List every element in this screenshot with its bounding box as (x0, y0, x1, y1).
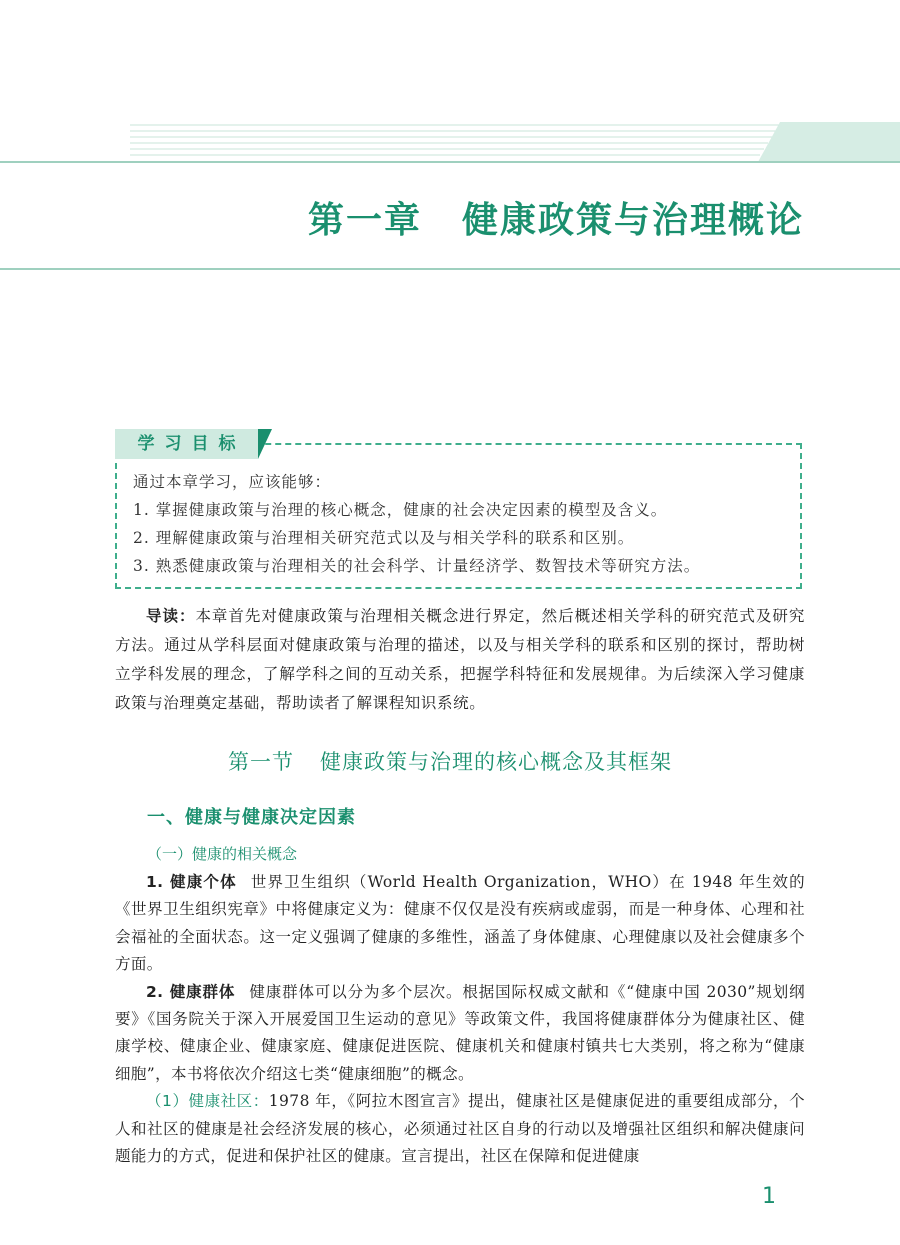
section-number: 第一节 (228, 750, 294, 774)
section-name: 健康政策与治理的核心概念及其框架 (320, 750, 672, 774)
chapter-name: 健康政策与治理概论 (461, 200, 804, 241)
paragraph (115, 979, 805, 1089)
objective-item: 3. 熟悉健康政策与治理相关的社会科学、计量经济学、数智技术等研究方法。 (133, 557, 701, 575)
subsection-title: 一、健康与健康决定因素 (147, 807, 356, 828)
objectives-intro: 通过本章学习，应该能够： (133, 473, 332, 491)
chapter-title (308, 192, 804, 243)
body-text (115, 869, 805, 1170)
learning-objectives-tab: 学习目标 (115, 429, 258, 459)
tab-corner-decoration (258, 429, 272, 459)
term-healthy-community: （1）健康社区： (146, 1092, 269, 1111)
paragraph-text: 世界卫生组织（World Health Organization，WHO）在 1948 年生效的《世界卫生组织宪章》中将健康定义为：健康不仅仅是没有疾病或虚弱，而是一种身体、心理和社会福祉的全面状态。这一定义强调了健康的多维性，涵盖了身体健康、心理健康以及社会健康多个方面。 (115, 873, 805, 974)
paragraph (115, 869, 805, 979)
section-title (0, 746, 900, 776)
term-healthy-group: 2. 健康群体 (146, 982, 236, 1001)
paragraph-text: 1978 年，《阿拉木图宣言》提出，健康社区是健康促进的重要组成部分，个人和社区的健康是社会经济发展的核心，必须通过社区自身的行动以及增强社区组织和解决健康问题能力的方式，促进和保护社区的健康。宣言提出，社区在保障和促进健康 (115, 1092, 806, 1166)
chapter-intro-reading (115, 602, 805, 718)
page-number: 1 (762, 1184, 776, 1209)
learning-objectives-list (133, 468, 793, 580)
objective-item: 1. 掌握健康政策与治理的核心概念，健康的社会决定因素的模型及含义。 (133, 501, 668, 519)
paragraph (115, 1088, 805, 1170)
subsubsection-title: （一）健康的相关概念 (147, 845, 298, 863)
intro-text: 本章首先对健康政策与治理相关概念进行界定，然后概述相关学科的研究范式及研究方法。通过从学科层面对健康政策与治理的描述，以及与相关学科的联系和区别的探讨，帮助树立学科发展的理念，了解学科之间的互动关系，把握学科特征和发展规律。为后续深入学习健康政策与治理奠定基础，帮助读者了解课程知识系统。 (115, 607, 805, 712)
intro-lead: 导读： (146, 607, 196, 625)
chapter-number: 第一章 (307, 200, 422, 241)
objective-item: 2. 理解健康政策与治理相关研究范式以及与相关学科的联系和区别。 (133, 529, 635, 547)
term-healthy-individual: 1. 健康个体 (146, 873, 237, 891)
paragraph-text: 健康群体可以分为多个层次。根据国际权威文献和《“健康中国 2030”规划纲要》《国务院关于深入开展爱国卫生运动的意见》等政策文件，我国将健康群体分为健康社区、健康学校、健康企业、健康家庭、健康促进医院、健康机关和健康村镇共七大类别，将之称为“健康细胞”，本书将依次介绍这七类“健康细胞”的概念。 (115, 982, 806, 1083)
